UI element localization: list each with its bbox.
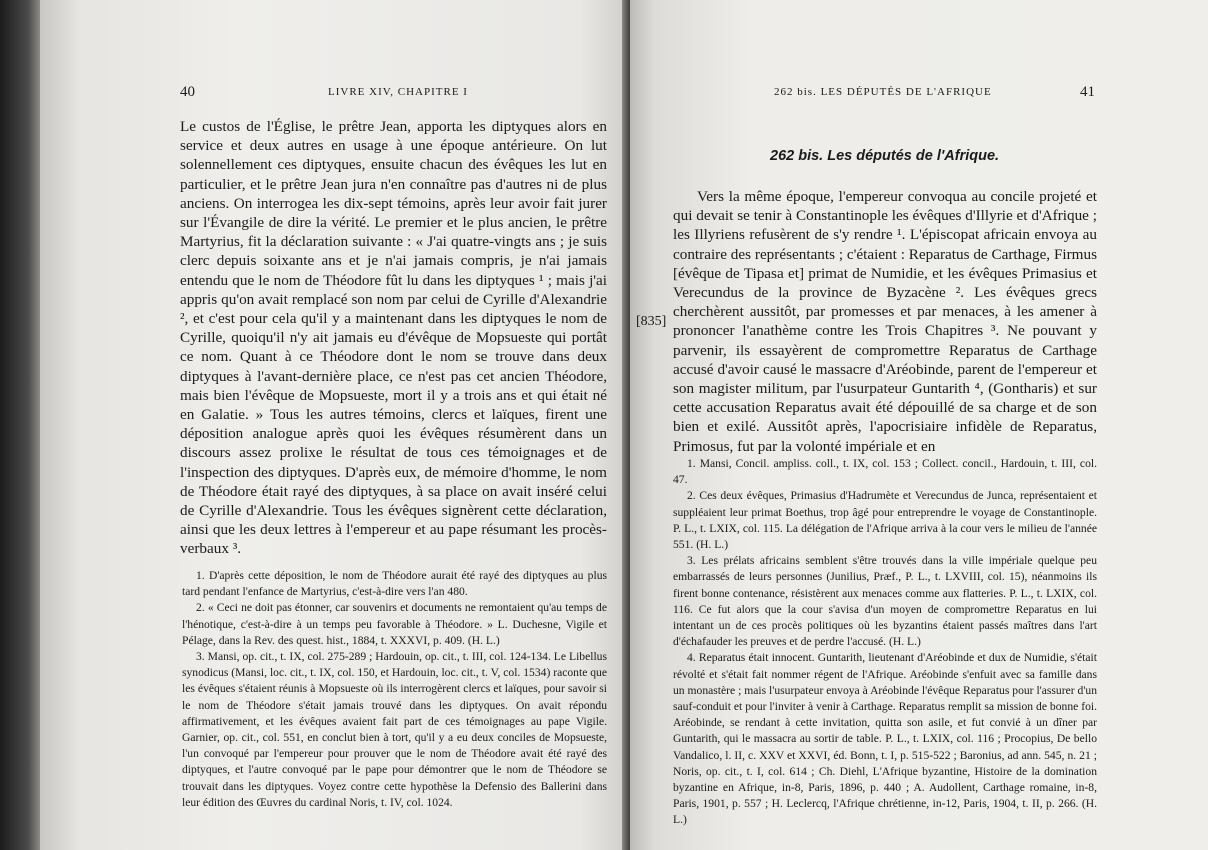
right-running-head: 262 bis. LES DÉPUTÉS DE L'AFRIQUE	[774, 86, 992, 98]
right-body-text	[673, 187, 1097, 456]
left-running-head: LIVRE XIV, CHAPITRE I	[328, 86, 468, 98]
right-footnote-3: 3. Les prélats africains semblent s'être trouvés dans la ville impériale quelque peu embarrassés de leurs personnes (Junilius, Præf., P. L., t. LXVIII, col. 15), néanmoins ils firent bonne contenance, résistèrent aux menaces comme aux flatteries. P. L., t. LXIX, col. 116. Ce fut alors que la cour s'avisa d'un moyen de compromettre Reparatus en lui intentant un de ces procès politiques où les byzantins étaient passés maîtres dans l'art d'échafauder les preuves et de perdre l'accusé. (H. L.)	[673, 554, 1097, 649]
scan-edge-left	[0, 0, 40, 850]
left-footnote-2: 2. « Ceci ne doit pas étonner, car souvenirs et documents ne remontaient qu'au temps de l'hénotique, c'est-à-dire à un temps peu favorable à Théodore. » L. Duchesne, Vigile et Pélage, dans la Rev. des quest. hist., 1884, t. XXXVI, p. 409. (H. L.)	[182, 601, 607, 647]
left-body-text	[180, 117, 607, 559]
right-footnotes	[673, 456, 1097, 829]
left-footnote-1: 1. D'après cette déposition, le nom de Théodore aurait été rayé des diptyques au plus tard pendant l'enfance de Martyrius, c'est-à-dire vers l'an 480.	[182, 569, 607, 599]
left-page-number: 40	[180, 84, 195, 100]
right-body-paragraph: Vers la même époque, l'empereur convoqua au concile projeté et qui devait se tenir à Constantinople les évêques d'Illyrie et d'Afrique ; les Illyriens refusèrent de s'y rendre ¹. L'épiscopat africain envoya au contraire des représentants ; c'étaient : Reparatus de Carthage, Firmus [évêque de Tipasa et] primat de Numidie, et les évêques Primasius et Verecundus de la province de Byzacène ². Les évêques grecs cherchèrent aussitôt, par promesses et par menaces, à les amener à prononcer l'anathème contre les Trois Chapitres ³. Ne pouvant y parvenir, ils essayèrent de compromettre Reparatus de Carthage accusé d'avoir causé le massacre d'Aréobinde, parent de l'empereur et son magister militum, par l'usurpateur Guntarith ⁴, (Gontharis) et sur cette accusation Reparatus avait été dépouillé de sa charge et de son bien et exilé. Aussitôt après, l'apocrisiaire infidèle de Reparatus, Primosus, fut par la volonté impériale et en	[673, 188, 1097, 455]
left-page	[40, 0, 630, 850]
right-footnote-2: 2. Ces deux évêques, Primasius d'Hadrumète et Verecundus de Junca, représentaient et suppléaient leur primat Boethus, trop âgé pour entreprendre le voyage de Constantinople. P. L., t. LXIX, col. 115. La délégation de l'Afrique arriva à la cour vers le milieu de l'année 551. (H. L.)	[673, 489, 1097, 552]
left-footnotes	[182, 568, 607, 811]
right-footnote-4: 4. Reparatus était innocent. Guntarith, lieutenant d'Aréobinde et dux de Numidie, s'était révolté et s'était fait nommer régent de l'Afrique. Aréobinde s'enfuit avec sa famille dans un monastère ; mais l'usurpateur envoya à Aréobinde l'évêque Reparatus pour l'assurer d'un sauf-conduit et pour l'inviter à venir à Carthage. Reparatus remplit sa mission de bonne foi. Aréobinde, se rendant à cette invitation, quitta son asile, et fut convié à un dîner par Guntarith, qui le massacra au sortir de table. P. L., t. LXIX, col. 116 ; Procopius, De bello Vandalico, l. II, c. XXV et XXVI, éd. Bonn, t. I, p. 515-522 ; Baronius, ad ann. 545, n. 21 ; Noris, op. cit., t. I, col. 614 ; Ch. Diehl, L'Afrique byzantine, Histoire de la domination byzantine en Afrique, in-8, Paris, 1896, p. 440 ; A. Audollent, Carthage romaine, in-8, Paris, 1901, p. 557 ; H. Leclercq, l'Afrique chrétienne, in-12, Paris, 1904, t. II, p. 266. (H. L.)	[673, 651, 1097, 827]
left-body-paragraph: Le custos de l'Église, le prêtre Jean, apporta les diptyques alors en service et deux autres en usage à une époque antérieure. On lut solennellement ces diptyques, ensuite chacun des évêques les lut en particulier, et le prêtre Jean jura n'en connaître pas d'autres ni de plus anciens. On interrogea les dix-sept témoins, après leur avoir fait jurer sur l'Évangile de dire la vérité. Le premier et le plus ancien, le prêtre Martyrius, fit la déclaration suivante : « J'ai quatre-vingts ans ; je suis clerc depuis soixante ans et je n'ai jamais compris, je n'ai jamais entendu que le nom de Théodore fût lu dans les diptyques ¹ ; mais j'ai appris qu'on avait remplacé son nom par celui de Cyrille d'Alexandrie ², et c'est pour cela qu'il y a maintenant dans les diptyques le nom de Cyrille, quoiqu'il n'y ait jamais eu d'évêque de Mopsueste qui portât ce nom. Quant à ce Théodore dont le nom se trouve dans deux diptyques à l'avant-dernière place, ce n'est pas cet ancien Théodore, mais bien l'évêque de Mopsueste, mort il y a trois ans et qui était né en Galatie. » Tous les autres témoins, clercs et laïques, firent une déposition analogue après quoi les évêques résumèrent dans un discours assez prolixe le résultat de tous ces témoignages et de l'inspection des diptyques. D'après eux, de mémoire d'homme, le nom de Théodore était rayé des diptyques, à sa place on avait inséré celui de Cyrille d'Alexandrie. Tous les évêques signèrent cette déclaration, ainsi que les deux lettres à l'empereur et au pape résumant les procès-verbaux ³.	[180, 118, 607, 558]
right-page-number: 41	[1080, 84, 1095, 100]
right-footnote-1: 1. Mansi, Concil. ampliss. coll., t. IX, col. 153 ; Collect. concil., Hardouin, t. III, col. 47.	[673, 457, 1097, 487]
section-heading: 262 bis. Les députés de l'Afrique.	[770, 148, 1000, 164]
margin-page-ref: [835]	[636, 314, 667, 329]
left-footnote-3: 3. Mansi, op. cit., t. IX, col. 275-289 ; Hardouin, op. cit., t. III, col. 124-134. Le Libellus synodicus (Mansi, loc. cit., t. IX, col. 150, et Hardouin, loc. cit., t. V, col. 1534) raconte que les évêques s'étaient réunis à Mopsueste où ils interrogèrent clercs et laïques, pour savoir si le nom de Théodore s'était jamais trouvé dans les diptyques. On avait répondu affirmativement, et les évêques avaient fait part de ces témoignages au pape Vigile. Garnier, op. cit., col. 551, en conclut bien à tort, qu'il y a eu deux conciles de Mopsueste, l'un convoqué par l'empereur pour prouver que le nom de Théodore avait été rayé des diptyques, et l'autre convoqué par le pape pour démontrer que le nom de Théodore se trouvait dans les diptyques. Voyez contre cette hypothèse la Defensio des Ballerini dans leur édition des Œuvres du cardinal Noris, t. IV, col. 1024.	[182, 650, 607, 809]
right-page	[630, 0, 1208, 850]
